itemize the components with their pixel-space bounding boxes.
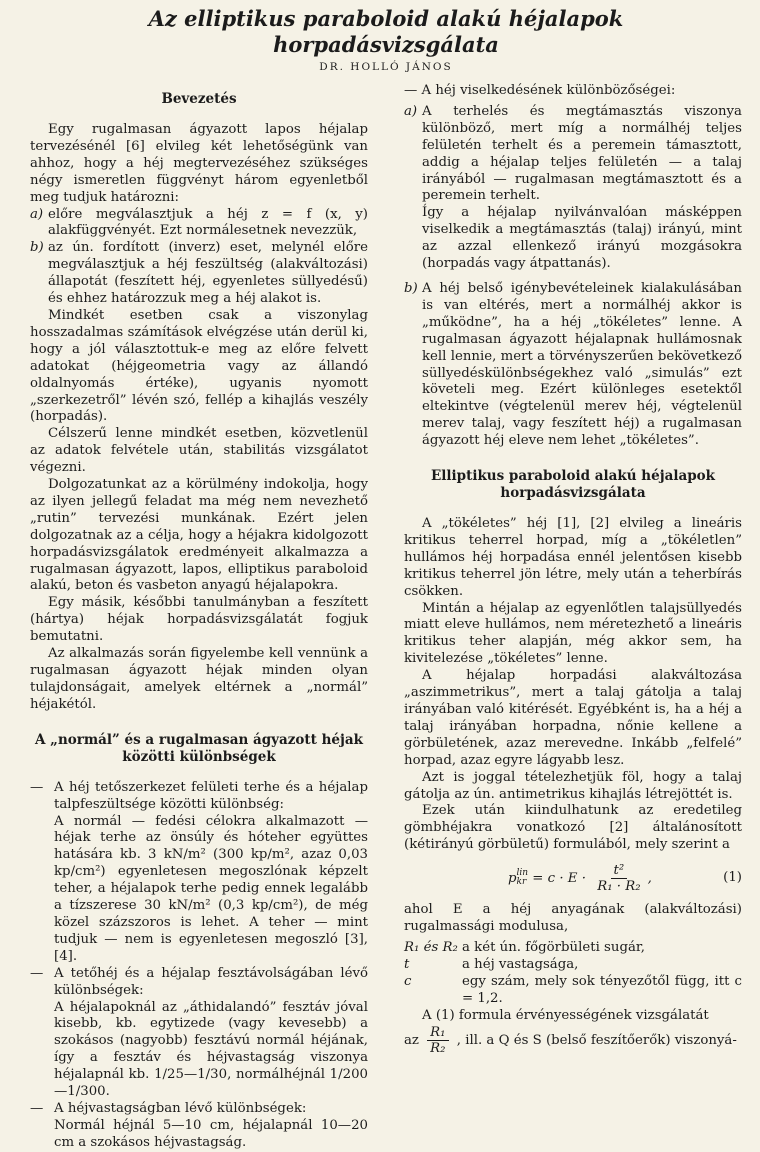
- paragraph: Célszerű lenne mindkét esetben, közvetlenül az adatok felvétele után, stabilitás vizsgálatot végezni.: [30, 426, 368, 476]
- dash-label: —: [30, 779, 44, 795]
- paragraph: ahol E a héj anyagának (alakváltozási) rugalmassági modulusa,: [404, 902, 742, 935]
- list-label: b): [30, 240, 44, 256]
- ratio-fraction: [427, 1025, 448, 1056]
- paragraph: Dolgozatunkat az a körülmény indokolja, hogy az ilyen jellegű feladat ma még nem nevezhető „rutin” tervezési munkának. Ezért jelen dolgozatnak az a célja, hogy a héjakra kidolgozott horpadásvizsgálatok eredményeit alkalmazza a rugalmasan ágyazott, lapos, elliptikus paraboloid alakú, beton és vasbeton anyagú héjalapokra.: [30, 477, 368, 594]
- definition-symbol: c: [404, 973, 412, 989]
- definition-symbol: t: [404, 956, 410, 972]
- heading-line-1: A „normál” és a rugalmasan ágyazott héjak: [35, 731, 363, 748]
- paragraph: Mindkét esetben csak a viszonylag hosszadalmas számítások elvégzése után derül ki, hogy a jól választottuk-e meg az előre felvett adatokat (héjgeometria vagy az állandó oldalnyomás értéke), ugyanis nyomott „szerkezetről” lévén szó, fellép a kihajlás veszély (horpadás).: [30, 307, 368, 425]
- title-line-2: horpadásvizsgálata: [273, 32, 499, 57]
- paragraph-with-ratio: [404, 1025, 742, 1056]
- right-column: [404, 83, 742, 1152]
- list-text: A terhelés és megtámasztás viszonya különböző, mert míg a normálhéj teljes felületén terhelt és a peremein támasztott, addig a héjalap teljes felületén — a talaj irányából — rugalmasan megtámasztott és a peremein terhelt.: [422, 103, 742, 204]
- formula-end: ,: [647, 870, 652, 886]
- paragraph: A (1) formula érvényességének vizsgálatát: [422, 1007, 709, 1023]
- definition-text: a két ún. főgörbületi sugár,: [462, 939, 646, 955]
- definition-row: [404, 974, 742, 1008]
- formula-lhs: p: [508, 870, 517, 886]
- list-text: A héj belső igénybevételeinek kialakulásában is van eltérés, mert a normálhéj akkor is „működne”, ha a héj „tökéletes” lenne. A rugalmasan ágyazott héjalapnak hullámosnak kell lennie, mert a törvényszerűen bekövetkező süllyedéskülönbségekhez való „simulás” ezt követeli meg. Ezért különleges esetektől eltekintve (végtelenül merev héj, végtelenül merev talaj, vagy feszített héj) a rugalmasan ágyazott héj eleve nem lehet „tökéletes”.: [422, 280, 742, 449]
- list-item-a: [30, 207, 368, 241]
- list-label: a): [30, 206, 44, 222]
- paragraph: A héjalap horpadási alakváltozása „aszimmetrikus”, mert a talaj gátolja a talaj irányában való kitérését. Egyébként is, ha a héj a talaj irányában horpadna, nőnie kellene a görbületének, azaz merevedne. Inkább „felfelé” horpad, azaz egyre lágyabb lesz.: [404, 668, 742, 768]
- article-title: [30, 6, 742, 58]
- section-heading-buckling: [404, 468, 742, 502]
- dash-item-2: [30, 966, 368, 1000]
- formula-fraction: [594, 863, 643, 894]
- paragraph: Azt is joggal tételezhetjük föl, hogy a talaj gátolja az ún. antimetrikus kihajlás létrejöttét is.: [404, 769, 742, 802]
- paragraph: Egy másik, későbbi tanulmányban a feszített (hártya) héjak horpadásvizsgálatát fogjuk bemutatni.: [30, 595, 368, 645]
- section-heading-differences: [30, 732, 368, 766]
- title-line-1: Az elliptikus paraboloid alakú héjalapok: [148, 6, 624, 31]
- section-heading-intro: Bevezetés: [161, 91, 237, 107]
- two-column-body: [30, 83, 742, 1152]
- dash-item-1: [30, 780, 368, 814]
- heading-line-2: horpadásvizsgálata: [500, 485, 646, 502]
- dash-subtext: A héjalapoknál az „áthidalandó” fesztáv jóval kisebb, kb. egytizede (vagy kevesebb) a szokásos (nagyobb) fesztávú normál héjának, így a fesztáv és héjvastagság viszonya héjalapnál kb. 1/25—1/30, normálhéjnál 1/200—1/300.: [54, 999, 368, 1100]
- dash-label: —: [30, 1100, 44, 1116]
- list-item-b: [30, 240, 368, 308]
- definition-symbol: R₁ és R₂: [404, 939, 458, 955]
- formula-eq: = c · E ·: [528, 870, 586, 886]
- dash-text: A héj tetőszerkezet felületi terhe és a héjalap talpfeszültsége közötti különbség:: [54, 779, 368, 812]
- definition-text: a héj vastagsága,: [462, 956, 579, 972]
- formula-sup: lin: [516, 868, 529, 879]
- paragraph: Az alkalmazás során figyelembe kell vennünk a rugalmasan ágyazott héjak minden olyan tulajdonságait, amelyek eltérnek a „normál” héjakétól.: [30, 646, 368, 712]
- dash-subtext: A normál — fedési célokra alkalmazott — héjak terhe az önsúly és hóteher együttes hatására kb. 3 kN/m² (300 kp/m², azaz 0,03 kp/cm²) egyenletesen megoszlónak képzelt teher, a héjalapok terhe pedig ennek legalább a tízszerese 30 kN/m² (0,3 kp/cm²), de még közel százszoros is lehet. A teher — mint tudjuk — nem is egyenletesen megoszló [3], [4].: [54, 813, 368, 964]
- list-item-a: [404, 104, 742, 273]
- list-label: b): [404, 280, 418, 296]
- fraction-numerator: t²: [611, 863, 628, 879]
- heading-line-1: Elliptikus paraboloid alakú héjalapok: [430, 468, 716, 485]
- list-text: Így a héjalap nyilvánvalóan másképpen viselkedik a megtámasztás (talaj) irányú, mint az azzal ellenkező irányú mozgásokra (horpadás vagy átpattanás).: [422, 205, 742, 272]
- paragraph: A „tökéletes” héj [1], [2] elvileg a lineáris kritikus teherrel horpad, míg a „tökéletlen” hullámos héj horpadása ennél jelentősen kisebb kritikus teherrel jön létre, mely után a teherbírás csökken.: [404, 516, 742, 599]
- dash-subtext: Normál héjnál 5—10 cm, héjalapnál 10—20 cm a szokásos héjvastagság.: [54, 1117, 368, 1150]
- paragraph: Ezek után kiindulhatunk az eredetileg gömbhéjakra vonatkozó [2] általánosított (kétirányú görbületű) formulából, mely szerint a: [404, 803, 742, 853]
- ratio-suffix: , ill. a Q és S (belső feszítőerők) viszonyá-: [456, 1032, 737, 1048]
- list-text: előre megválasztjuk a héj z = f (x, y) alakfüggvényét. Ezt normálesetnek nevezzük,: [48, 206, 368, 239]
- dash-item-3: [30, 1101, 368, 1118]
- definition-row: [404, 940, 742, 957]
- dash-text: A héjvastagságban lévő különbségek:: [54, 1100, 307, 1116]
- formula-1: [404, 854, 742, 902]
- fraction-denominator: R₂: [430, 1040, 446, 1056]
- heading-line-2: közötti különbségek: [122, 748, 276, 765]
- paragraph: Mintán a héjalap az egyenlőtlen talajsüllyedés miatt eleve hullámos, nem méretezhető a lineáris kritikus teher alapján, még akkor sem, ha kivitelezése „tökéletes” lenne.: [404, 600, 742, 667]
- ratio-prefix: az: [404, 1032, 419, 1048]
- list-item-b: [404, 281, 742, 450]
- paragraph: Egy rugalmasan ágyazott lapos héjalap tervezésénél [6] elvileg két lehetőségünk van ahhoz, hogy a héj megtervezéséhez szükséges négy ismeretlen függvényt három egyenletből meg tudjuk határozni:: [30, 122, 368, 205]
- list-text: az ún. fordított (inverz) eset, melynél előre megválasztjuk a héj feszültség (alakváltozási) állapotát (feszített héj, egyenletes süllyedésű) és ehhez határozzuk meg a héj alakot is.: [48, 240, 368, 307]
- fraction-denominator: R₁ · R₂: [597, 878, 641, 894]
- dash-text: A tetőhéj és a héjalap fesztávolságában lévő különbségek:: [54, 965, 368, 998]
- definition-row: [404, 957, 742, 974]
- definition-text: egy szám, mely sok tényezőtől függ, itt c = 1,2.: [462, 973, 742, 1006]
- fraction-numerator: R₁: [427, 1025, 448, 1041]
- symbol-definitions: [404, 940, 742, 1008]
- paragraph: — A héj viselkedésének különbözőségei:: [404, 83, 676, 98]
- author-name: DR. HOLLÓ JÁNOS: [319, 61, 453, 73]
- left-column: [30, 83, 368, 1152]
- list-label: a): [404, 103, 418, 119]
- formula-sub: kr: [516, 877, 527, 888]
- equation-number: (1): [723, 869, 742, 885]
- dash-label: —: [30, 965, 44, 981]
